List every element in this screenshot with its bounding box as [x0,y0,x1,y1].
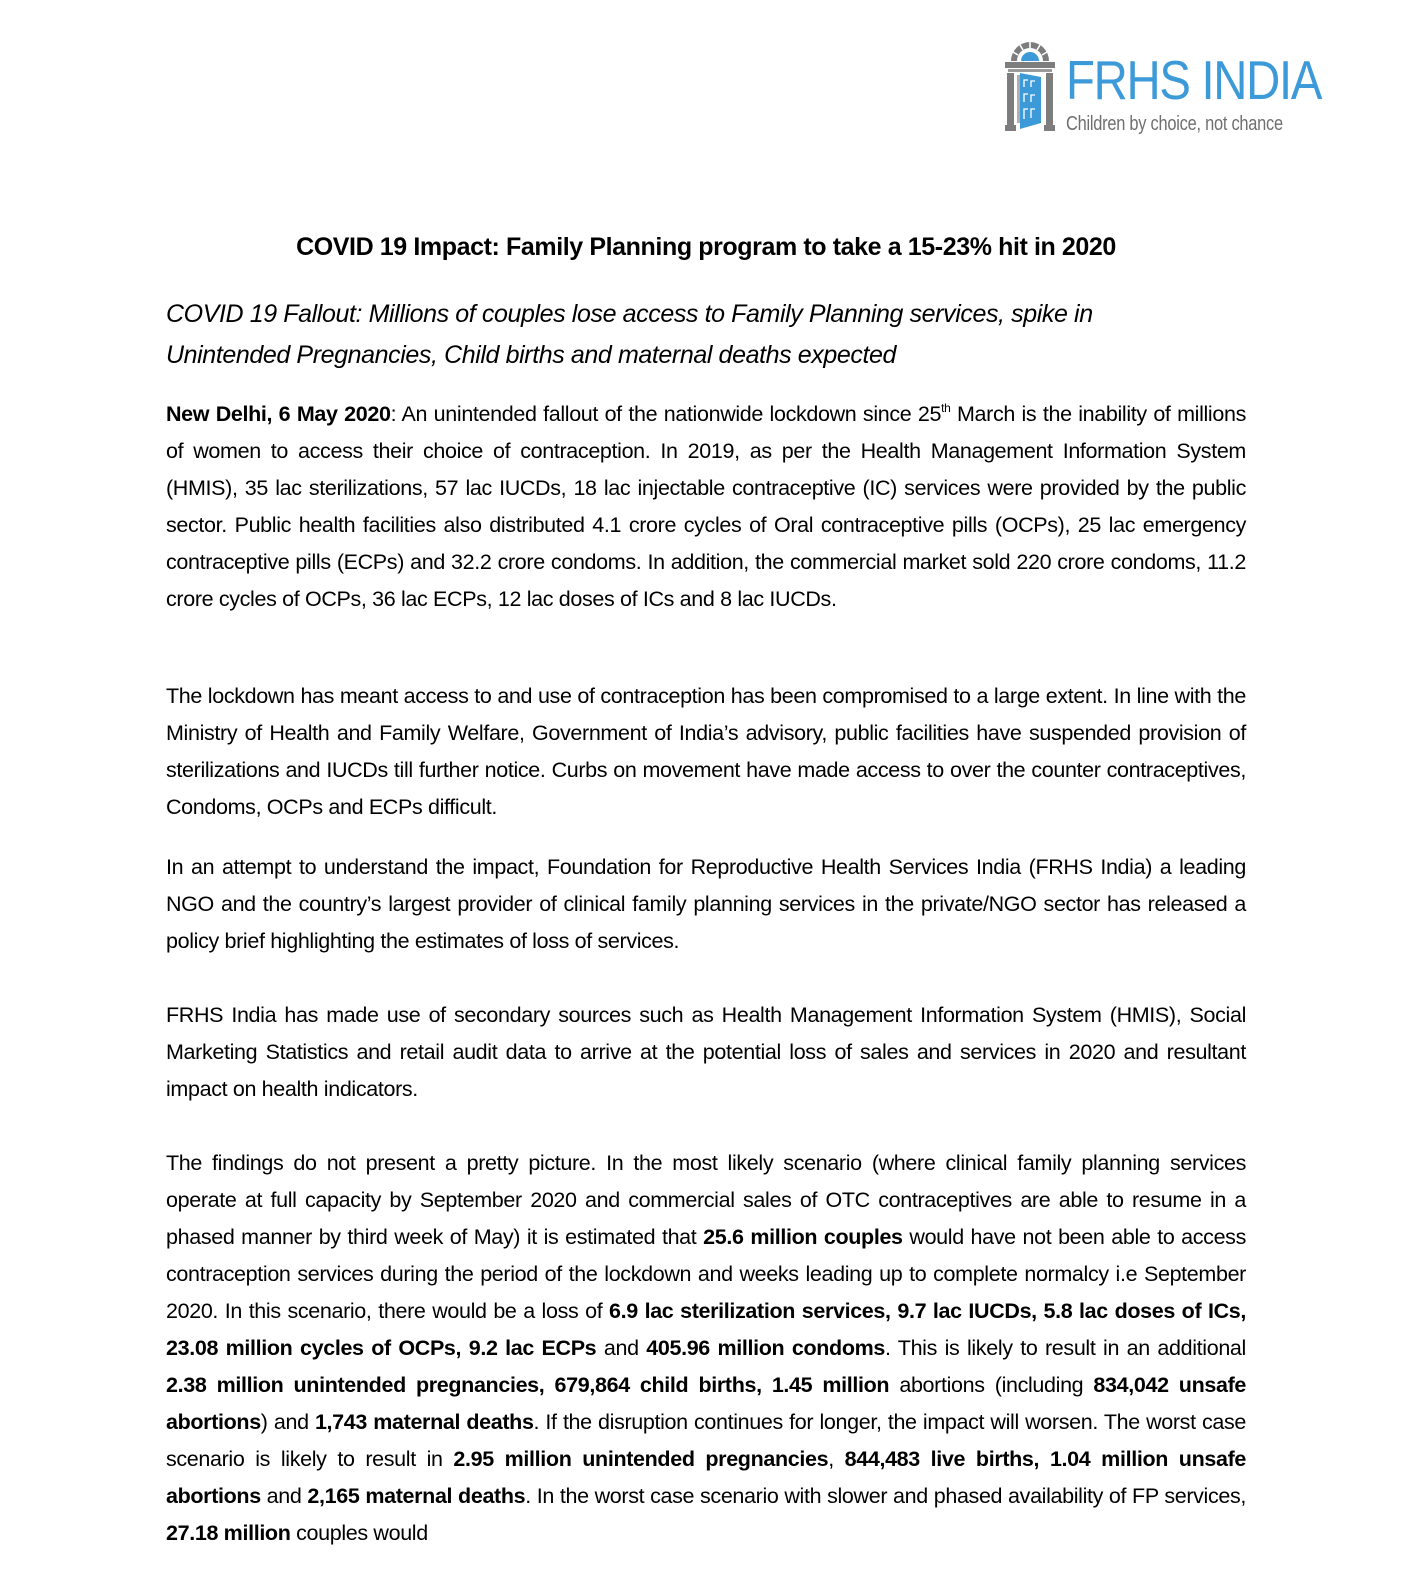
dateline: New Delhi, 6 May 2020 [166,402,391,426]
document-subtitle: COVID 19 Fallout: Millions of couples lose access to Family Planning services, spike in Unintended Pregnancies, Child births and maternal deaths expected [166,300,1093,369]
paragraph-frhs-policy-brief: In an attempt to understand the impact, Foundation for Reproductive Health Services India (FRHS India) a leading NGO and the country’s largest provider of clinical family planning services in the private/NGO sector has released a policy brief highlighting the estimates of loss of services. [166,855,1246,953]
document-title: COVID 19 Impact: Family Planning program to take a 15-23% hit in 2020 [296,233,1116,261]
paragraph-data-sources: FRHS India has made use of secondary sources such as Health Management Information System (HMIS), Social Marketing Statistics and retail audit data to arrive at the potential loss of sales and services in 2020 and resultant impact on health indicators. [166,1003,1246,1101]
logo-tagline: Children by choice, not chance [1066,113,1283,135]
paragraph-intro: New Delhi, 6 May 2020: An unintended fallout of the nationwide lockdown since 25th March is the inability of millions of women to access their choice of contraception. In 2019, as per the Health Management Information System (HMIS), 35 lac sterilizations, 57 lac IUCDs, 18 lac injectable contraceptive (IC) services were provided by the public sector. Public health facilities also distributed 4.1 crore cycles of Oral contraceptive pills (OCPs), 25 lac emergency contraceptive pills (ECPs) and 32.2 crore condoms. In addition, the commercial market sold 220 crore condoms, 11.2 crore cycles of OCPs, 36 lac ECPs, 12 lac doses of ICs and 8 lac IUCDs. [166,401,1246,611]
door-arch-icon [1003,39,1057,133]
logo-title: FRHS INDIA [1066,49,1322,111]
paragraph-findings: The findings do not present a pretty picture. In the most likely scenario (where clinical family planning services operate at full capacity by September 2020 and commercial sales of OTC contraceptives are able to resume in a phased manner by third week of May) it is estimated that 25.6 million couples would have not been able to access contraception services during the period of the lockdown and weeks leading up to complete normalcy i.e September 2020. In this scenario, there would be a loss of 6.9 lac sterilization services, 9.7 lac IUCDs, 5.8 lac doses of ICs, 23.08 million cycles of OCPs, 9.2 lac ECPs and 405.96 million condoms. This is likely to result in an additional 2.38 million unintended pregnancies, 679,864 child births, 1.45 million abortions (including 834,042 unsafe abortions) and 1,743 maternal deaths. If the disruption continues for longer, the impact will worsen. The worst case scenario is likely to result in 2.95 million unintended pregnancies, 844,483 live births, 1.04 million unsafe abortions and 2,165 maternal deaths. In the worst case scenario with slower and phased availability of FP services, 27.18 million couples would [166,1151,1247,1545]
frhs-india-logo [1003,39,1323,135]
paragraph-lockdown-impact: The lockdown has meant access to and use of contraception has been compromised to a large extent. In line with the Ministry of Health and Family Welfare, Government of India’s advisory, public facilities have suspended provision of sterilizations and IUCDs till further notice. Curbs on movement have made access to over the counter contraceptives, Condoms, OCPs and ECPs difficult. [166,684,1246,819]
